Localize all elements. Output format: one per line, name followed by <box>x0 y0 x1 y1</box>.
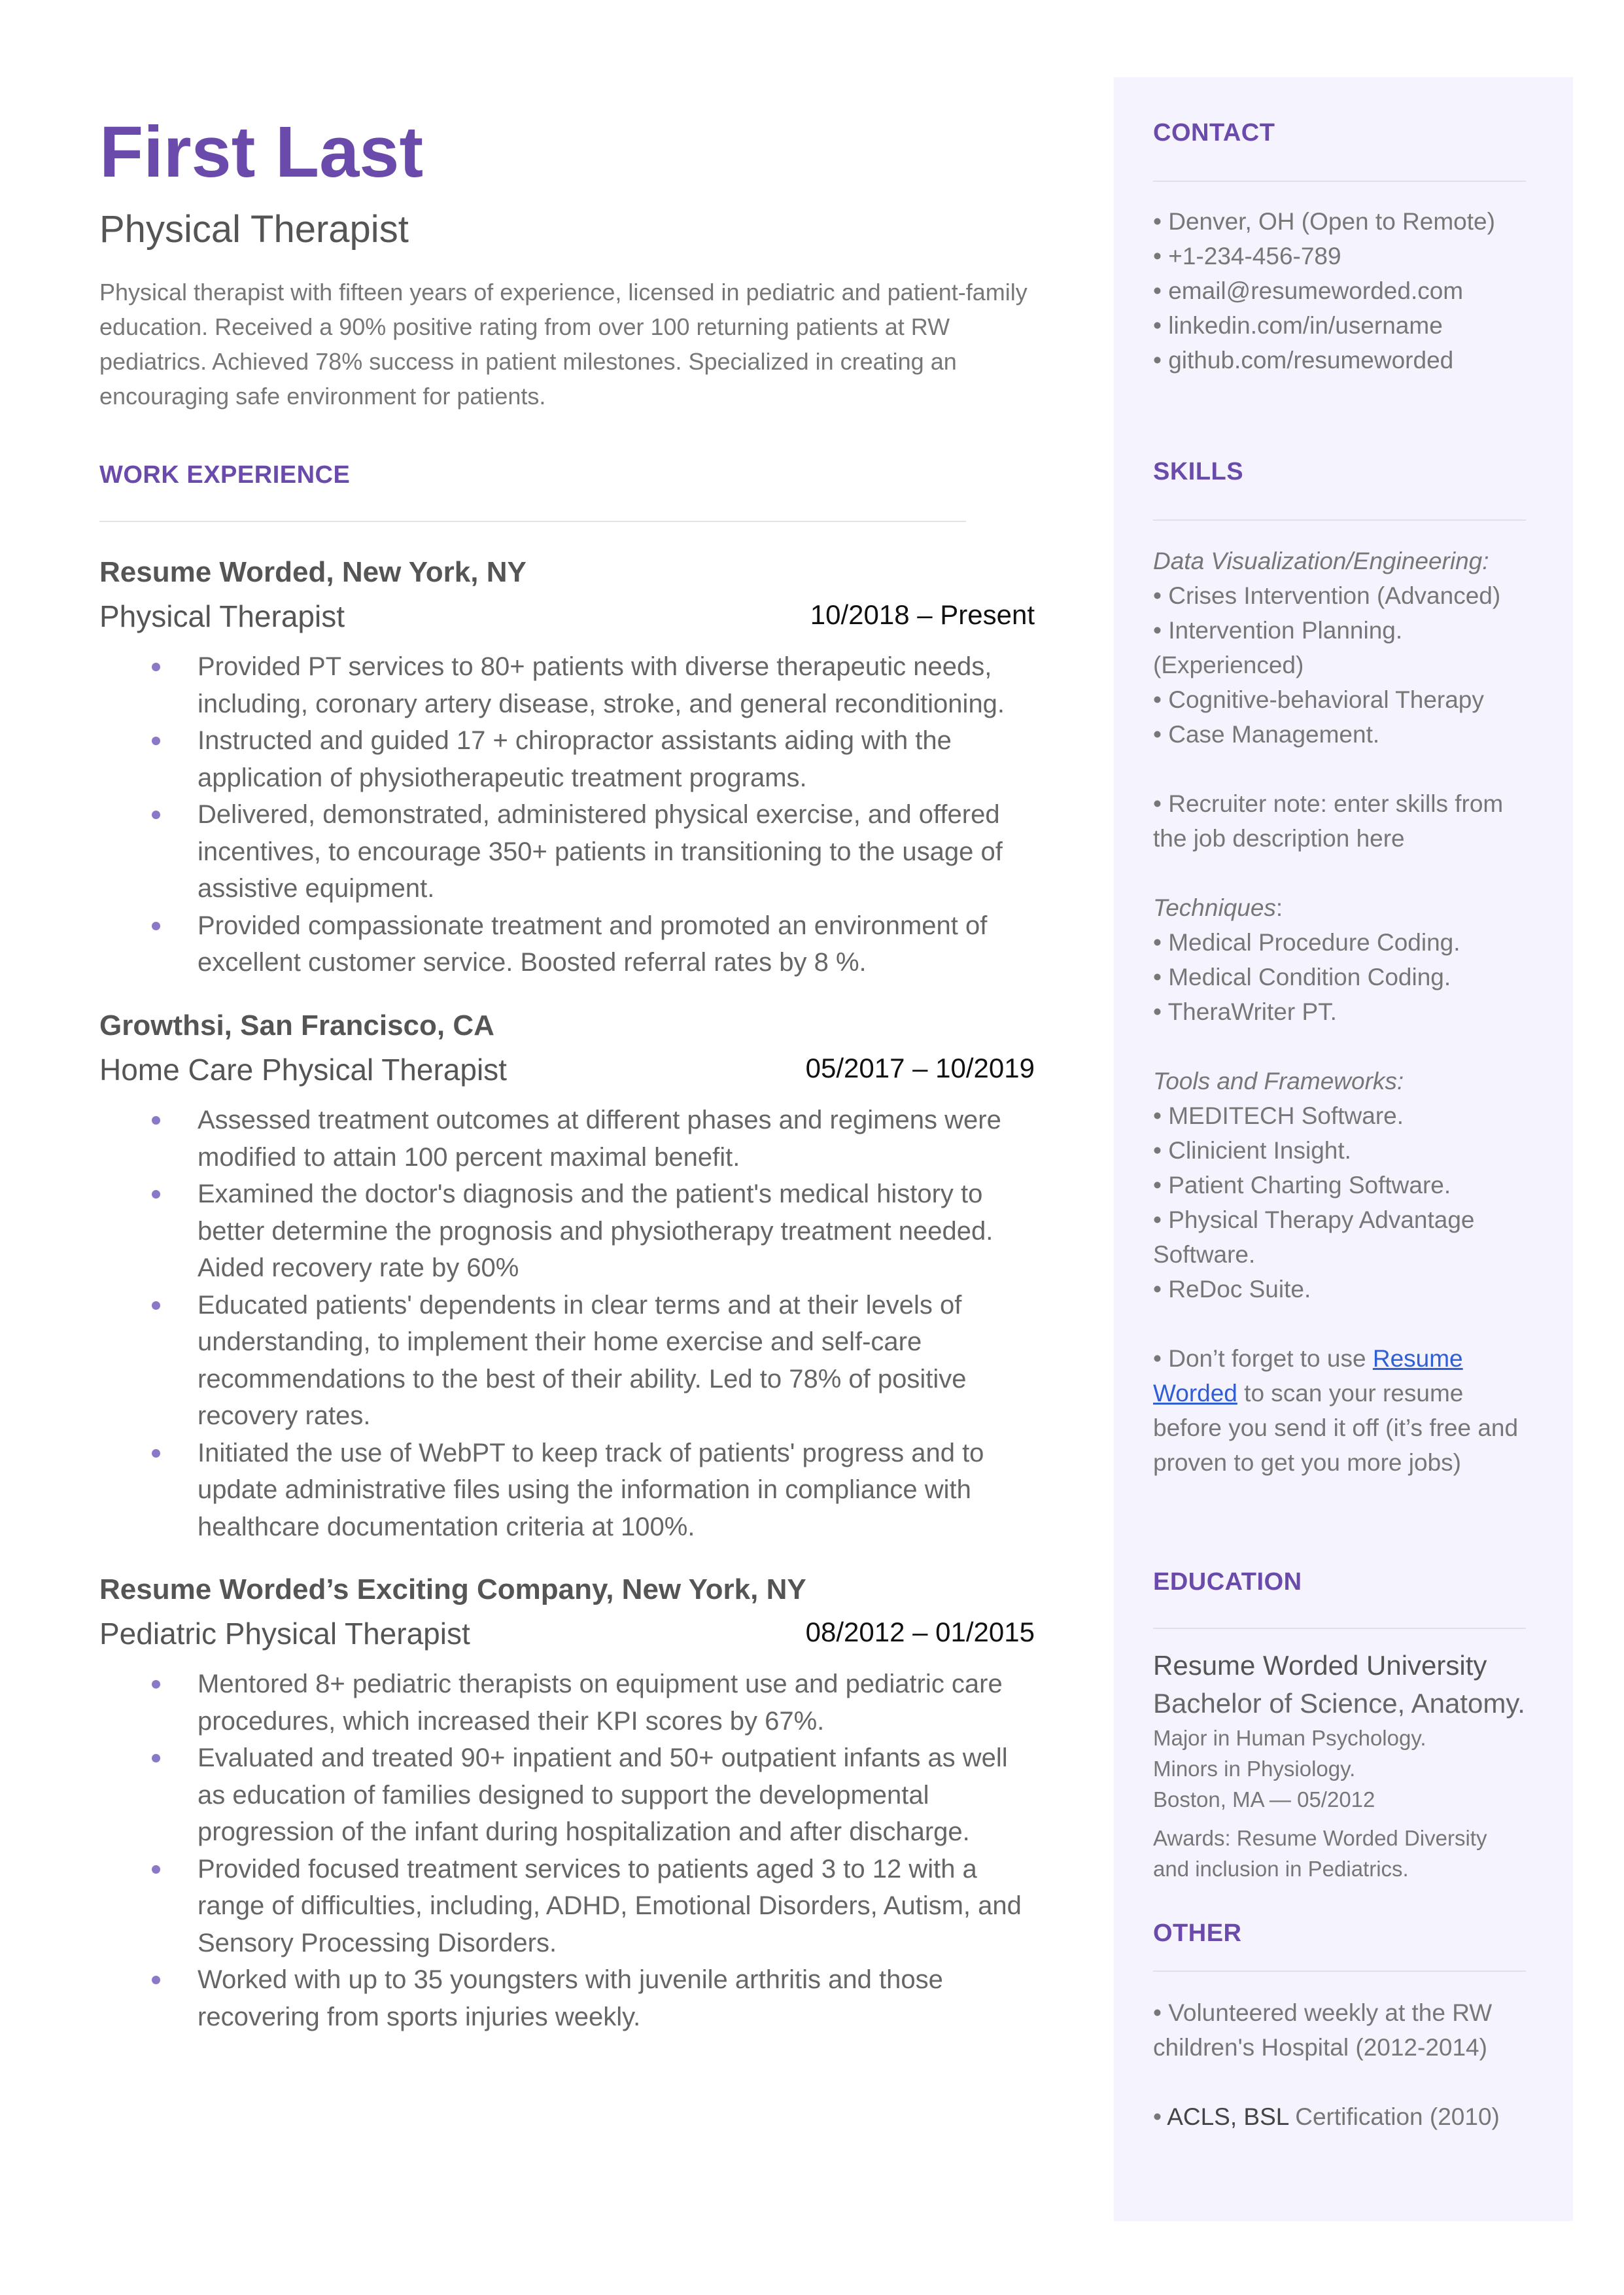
skills-heading: SKILLS <box>1153 458 1244 485</box>
bullet-dot-icon <box>152 1976 160 1984</box>
contact-heading: CONTACT <box>1153 119 1275 147</box>
job-dates: 08/2012 – 01/2015 <box>805 1617 1035 1647</box>
skill-item: • Medical Condition Coding. <box>1153 964 1451 990</box>
contact-linkedin[interactable]: • linkedin.com/in/username <box>1153 312 1443 339</box>
bullet-dot-icon <box>152 1449 160 1458</box>
job-bullet: Provided focused treatment services to patients aged 3 to 12 with a range of difficulties, including, ADHD, Emotional Disorders, Autism, and Sensory Processing Disorders. <box>99 1851 1035 1962</box>
resume-worded-tip: • Don’t forget to use Resume Worded to scan your resume before you send it off (it’s free and proven to get you more jobs) <box>1153 1345 1519 1476</box>
sidebar <box>1114 77 1573 2221</box>
work-divider <box>99 521 966 522</box>
skills-list <box>1153 544 1526 1480</box>
skill-item: • Intervention Planning. (Experienced) <box>1153 617 1403 678</box>
bullet-dot-icon <box>152 737 160 745</box>
job-bullet: Evaluated and treated 90+ inpatient and 50+ outpatient infants as well as education of families designed to support the developmental progression of the infant during hospitalization and after discharge. <box>99 1740 1035 1851</box>
job-role: Physical Therapist <box>99 599 345 633</box>
job-bullet: Assessed treatment outcomes at different phases and regimens were modified to attain 100 percent maximal benefit. <box>99 1102 1035 1176</box>
skill-item: • Medical Procedure Coding. <box>1153 929 1460 956</box>
job-bullet: Instructed and guided 17 + chiropractor assistants aiding with the application of physiotherapeutic treatment programs. <box>99 722 1035 796</box>
resume-worded-link[interactable]: Resume Worded <box>1153 1345 1463 1407</box>
skill-item: • Case Management. <box>1153 721 1380 748</box>
candidate-name: First Last <box>99 112 424 192</box>
skill-item: • Physical Therapy Advantage Software. <box>1153 1206 1475 1268</box>
edu-location-date: Boston, MA — 05/2012 <box>1153 1787 1375 1812</box>
job-company: Growthsi, San Francisco, CA <box>99 1009 494 1042</box>
skill-item: • ReDoc Suite. <box>1153 1276 1311 1303</box>
other-heading: OTHER <box>1153 1919 1242 1947</box>
work-experience-heading: WORK EXPERIENCE <box>99 461 351 489</box>
edu-minors: Minors in Physiology. <box>1153 1757 1356 1781</box>
job-company: Resume Worded, New York, NY <box>99 556 527 588</box>
bullet-dot-icon <box>152 811 160 819</box>
job-dates: 05/2017 – 10/2019 <box>805 1053 1035 1083</box>
other-divider <box>1153 1971 1526 1972</box>
candidate-title: Physical Therapist <box>99 208 409 251</box>
job-bullet: Provided PT services to 80+ patients with diverse therapeutic needs, including, coronary artery disease, stroke, and general reconditioning. <box>99 648 1035 722</box>
bullet-dot-icon <box>152 1116 160 1125</box>
skills-divider <box>1153 519 1526 521</box>
education-heading: EDUCATION <box>1153 1568 1302 1596</box>
job-role: Pediatric Physical Therapist <box>99 1617 470 1651</box>
education-block <box>1153 1647 1526 1884</box>
bullet-dot-icon <box>152 922 160 930</box>
skills-group-label: Techniques: <box>1153 894 1283 921</box>
job-bullet: Examined the doctor's diagnosis and the patient's medical history to better determine the prognosis and physiotherapy treatment needed. Aided recovery rate by 60% <box>99 1176 1035 1287</box>
contact-github[interactable]: • github.com/resumeworded <box>1153 347 1454 374</box>
summary: Physical therapist with fifteen years of experience, licensed in pediatric and patient-family education. Received a 90% positive rating from over 100 returning patients at RW pediatrics. Achieved 78% success in patient milestones. Specialized in creating an encouraging safe environment for patients. <box>99 279 1028 410</box>
edu-school: Resume Worded University <box>1153 1650 1487 1681</box>
contact-phone: • +1-234-456-789 <box>1153 243 1341 270</box>
job-dates: 10/2018 – Present <box>810 599 1035 630</box>
contact-list <box>1153 204 1526 377</box>
job-3 <box>99 1575 1035 2035</box>
bullet-dot-icon <box>152 1865 160 1874</box>
edu-awards: Awards: Resume Worded Diversity and inclusion in Pediatrics. <box>1153 1826 1487 1881</box>
job-1 <box>99 558 1035 981</box>
bullet-dot-icon <box>152 1301 160 1310</box>
job-role: Home Care Physical Therapist <box>99 1053 507 1087</box>
contact-email[interactable]: • email@resumeworded.com <box>1153 277 1464 304</box>
skill-item: • TheraWriter PT. <box>1153 998 1337 1025</box>
contact-divider <box>1153 181 1526 182</box>
contact-location: • Denver, OH (Open to Remote) <box>1153 208 1495 235</box>
job-bullet: Delivered, demonstrated, administered physical exercise, and offered incentives, to encourage 350+ patients in transitioning to the usage of assistive equipment. <box>99 796 1035 907</box>
job-bullet: Mentored 8+ pediatric therapists on equipment use and pediatric care procedures, which increased their KPI scores by 67%. <box>99 1666 1035 1740</box>
skill-item: • MEDITECH Software. <box>1153 1102 1404 1129</box>
recruiter-note: • Recruiter note: enter skills from the job description here <box>1153 790 1504 852</box>
skill-item: • Clinicient Insight. <box>1153 1137 1351 1164</box>
job-2 <box>99 1011 1035 1545</box>
skills-group-label: Tools and Frameworks: <box>1153 1068 1404 1095</box>
bullet-dot-icon <box>152 1680 160 1689</box>
skill-item: • Crises Intervention (Advanced) <box>1153 582 1501 609</box>
job-company: Resume Worded’s Exciting Company, New York, NY <box>99 1573 806 1605</box>
other-item: • ACLS, BSL Certification (2010) <box>1153 2103 1500 2130</box>
skills-group-label: Data Visualization/Engineering: <box>1153 548 1489 574</box>
education-divider <box>1153 1628 1526 1629</box>
skill-item: • Patient Charting Software. <box>1153 1172 1451 1199</box>
bullet-dot-icon <box>152 663 160 671</box>
skill-item: • Cognitive-behavioral Therapy <box>1153 686 1484 713</box>
edu-major: Major in Human Psychology. <box>1153 1726 1426 1750</box>
job-bullet: Worked with up to 35 youngsters with juvenile arthritis and those recovering from sports injuries weekly. <box>99 1961 1035 2035</box>
job-bullet: Educated patients' dependents in clear terms and at their levels of understanding, to implement their home exercise and self-care recommendations to the best of their ability. Led to 78% of positive recovery rates. <box>99 1287 1035 1435</box>
bullet-dot-icon <box>152 1190 160 1199</box>
other-list <box>1153 1995 1526 2134</box>
bullet-dot-icon <box>152 1754 160 1762</box>
job-bullet: Initiated the use of WebPT to keep track of patients' progress and to update administrative files using the information in compliance with healthcare documentation criteria at 100%. <box>99 1435 1035 1546</box>
job-bullet: Provided compassionate treatment and promoted an environment of excellent customer service. Boosted referral rates by 8 %. <box>99 907 1035 981</box>
other-item: • Volunteered weekly at the RW children's Hospital (2012-2014) <box>1153 1999 1493 2061</box>
edu-degree: Bachelor of Science, Anatomy. <box>1153 1688 1525 1719</box>
